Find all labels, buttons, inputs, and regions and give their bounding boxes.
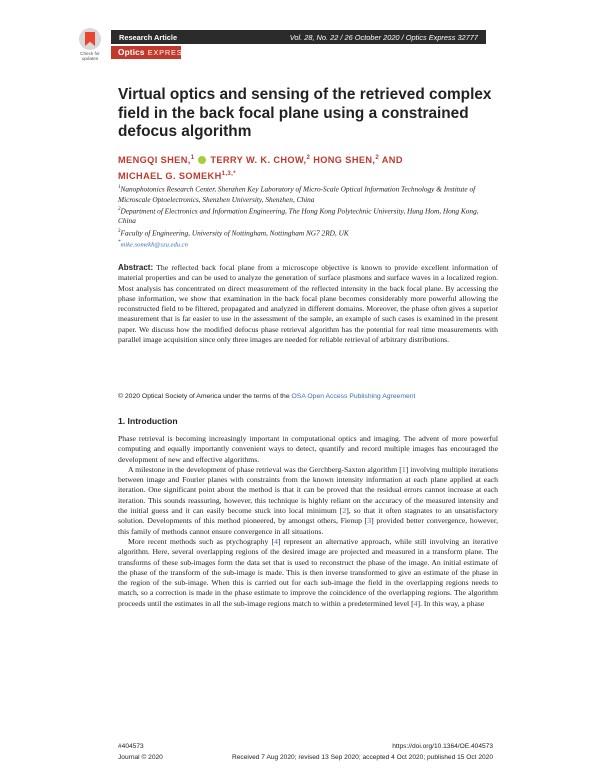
- author-name: MENGQI SHEN,: [118, 155, 191, 166]
- affiliations: [118, 183, 498, 251]
- volume-info: Vol. 28, No. 22 / 26 October 2020 / Optics Express 32777: [289, 32, 478, 42]
- paragraph-text: A milestone in the development of phase retrieval was the Gerchberg-Saxton algorithm [: [128, 464, 402, 474]
- affiliation-sup: 2: [118, 206, 121, 212]
- paragraph-text: ] represent an alternative approach, while still involving an iterative algorithm. Here, several overlapping regions of the desired image are projected and measured in a transform plane. The transforms of these sub-images form the data set that is used to reconstruct the phase of the image. An initial estimate of the phase of the transform of the sub-image is made. This is then inverse transformed to give an estimate of the phase in the region of the sub-image. When this is carried out for each sub-image the field in the overlapping regions needs to match, so a correction is made in the phase estimate to improve the coincidence of the overlapping regions. The algorithm proceeds until the estimates in all the sub-image regions match to within a predetermined level [: [118, 536, 498, 608]
- crossmark-label: Check for updates: [80, 51, 100, 61]
- article-id: #404573: [118, 743, 144, 750]
- affiliation-sup: 3: [118, 228, 121, 234]
- paper-title: Virtual optics and sensing of the retrieved complex field in the back focal plane using a constrained defocus algorithm: [118, 86, 492, 141]
- license-prefix: © 2020 Optical Society of America under the terms of the: [118, 393, 292, 400]
- abstract: [118, 263, 498, 345]
- author-affil-sup: 1: [190, 155, 195, 161]
- author-conjunction: AND: [381, 155, 403, 166]
- author-name: HONG SHEN,: [313, 155, 376, 166]
- abstract-label: Abstract:: [118, 263, 154, 272]
- footer-row-1: [118, 743, 493, 750]
- affiliation-sup: 1: [118, 185, 121, 190]
- citation-link[interactable]: 4: [274, 536, 278, 546]
- abstract-text: The reflected back focal plane from a microscope objective is known to provide excellent information of material properties and can be used to analyze the generation of surface plasmons and surface waves in a localized region. Most analysis has concentrated on direct measurement of the reflected intensity in the back focal plane. By accessing the phase information, we show that examination in the back focal plane becomes considerably more powerful allowing the reconstructed field to be filtered, propagated and analyzed in different domains. Moreover, the phase often gives a superior measurement that is far easier to use in the assessment of the sample, an example of such cases is examined in the present paper. We discuss how the modified defocus phase retrieval algorithm has the potential for real time measurements with parallel image acquisition since only three images are needed for reliable retrieval of arbitrary distributions.: [118, 263, 498, 345]
- paragraph: [118, 537, 498, 609]
- doi-link[interactable]: https://doi.org/10.1364/OE.404573: [392, 743, 493, 750]
- journal-copyright: Journal © 2020: [118, 754, 163, 761]
- email-link[interactable]: mike.somekh@szu.edu.cn: [120, 241, 188, 249]
- author-list: [118, 151, 498, 183]
- footer-row-2: [118, 754, 493, 761]
- paragraph-text: Phase retrieval is becoming increasingly important in computational optics and imaging. The advent of more powerful computing and equally importantly convenient ways to detect, quantify and record multiple images has encouraged the development of new and effective algorithms.: [118, 434, 498, 464]
- paragraph: [118, 434, 498, 465]
- section-heading: 1. Introduction: [118, 416, 178, 426]
- citation-link[interactable]: 2: [342, 506, 347, 516]
- citation-link[interactable]: 3: [367, 516, 372, 526]
- license-link[interactable]: OSA Open Access Publishing Agreement: [291, 393, 416, 400]
- author-affil-sup: 1,3,*: [221, 171, 236, 178]
- paragraph: [118, 465, 498, 537]
- author-name: TERRY W. K. CHOW,: [210, 155, 307, 166]
- orcid-icon[interactable]: [198, 156, 206, 164]
- article-type: Research Article: [119, 32, 178, 42]
- license-line: [118, 393, 498, 400]
- paragraph-text: ], so that it often stagnates to an unsatisfactory solution. Developments of this method pioneered, by amongst others, Fienup [: [118, 506, 498, 526]
- author-affil-sup: 2: [375, 155, 380, 161]
- affiliation-text: Department of Electronics and Information Engineering, The Hong Kong Polytechnic University, Hung Hom, Hong Kong, China: [118, 206, 479, 226]
- publication-dates: Received 7 Aug 2020; revised 13 Sep 2020; accepted 4 Oct 2020; published 15 Oct 2020: [231, 754, 493, 761]
- crossmark-icon: [79, 28, 101, 50]
- corresponding-email: [118, 238, 498, 251]
- paragraph-text: ]. In this way, a phase: [417, 598, 485, 608]
- paragraph-text: ] provided better convergence, however, this family of methods cannot ensure convergence in all situations.: [118, 516, 498, 536]
- author-name: MICHAEL G. SOMEKH: [118, 171, 222, 182]
- affiliation-text: Nanophotonics Research Center, Shenzhen Key Laboratory of Micro-Scale Optical Information Technology & Institute of Microscale Optoelectronics, Shenzhen University, Shenzhen, China: [118, 184, 476, 204]
- paragraph-text: ] involving multiple iterations between image and Fourier planes with constraints from the known intensity information at each plane applied at each iteration. One significant point about the method is that it can be proved that the residual errors cannot increase at each iteration. This sounds reassuring, however, this technique is highly reliant on the accuracy of the measured intensity and the initial guess and it can easily become stuck into local minimum [: [118, 464, 498, 516]
- citation-link[interactable]: 1: [401, 464, 406, 474]
- journal-name: Optics: [118, 48, 145, 57]
- affiliation-sup: *: [118, 240, 121, 246]
- header-bar: [111, 30, 486, 44]
- crossmark-badge[interactable]: [77, 28, 103, 68]
- citation-link[interactable]: 4: [413, 598, 418, 608]
- affiliation-item: [118, 205, 498, 227]
- journal-suffix: EXPRESS: [147, 48, 189, 57]
- body-text: [118, 434, 498, 609]
- paragraph-text: More recent methods such as ptychography [: [128, 536, 275, 546]
- affiliation-item: [118, 183, 498, 205]
- affiliation-item: [118, 227, 498, 239]
- affiliation-text: Faculty of Engineering, University of Nottingham, Nottingham NG7 2RD, UK: [120, 228, 349, 238]
- author-affil-sup: 2: [306, 155, 311, 161]
- journal-badge: [111, 46, 189, 59]
